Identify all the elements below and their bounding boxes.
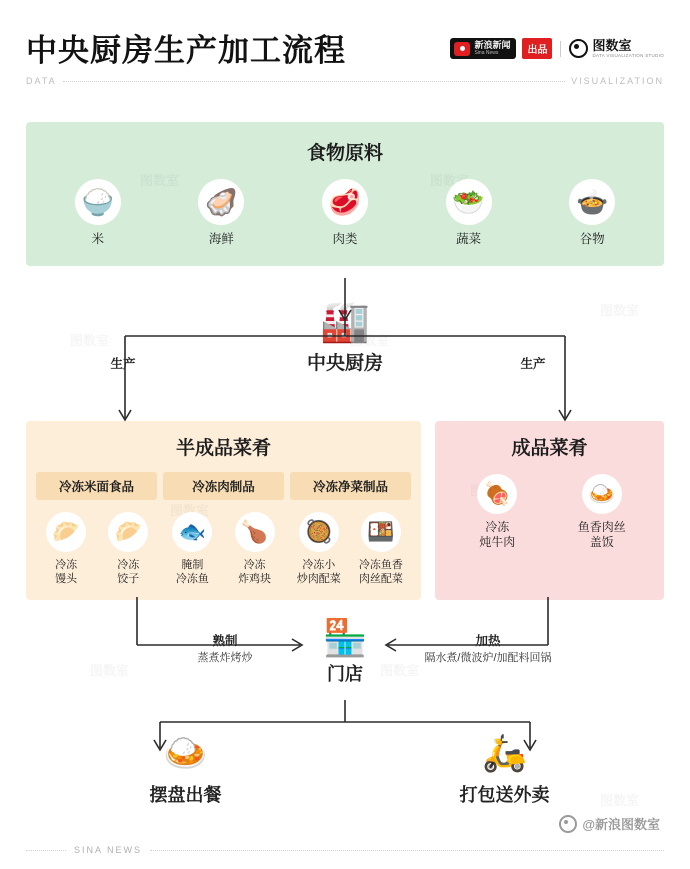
watermark-circle-icon <box>559 815 577 833</box>
edge-label-title: 熟制 <box>212 634 238 648</box>
list-item-label <box>162 558 222 587</box>
raw-materials-block <box>26 122 664 266</box>
output-label: 摆盘出餐 <box>149 785 222 805</box>
edge-label-detail: 隔水煮/微波炉/加配料回锅 <box>424 651 552 664</box>
outputs-row <box>26 732 664 807</box>
output-plating <box>26 732 345 807</box>
dotted-divider <box>63 81 565 82</box>
list-item <box>52 179 144 248</box>
category-frozen-rice-noodle: 冷冻米面食品 <box>36 472 157 500</box>
yuxiang-pork-icon: 🍱 <box>361 512 401 552</box>
sina-eye-icon <box>454 42 470 56</box>
yuxiang-rice-icon: 🍛 <box>582 474 622 514</box>
list-item <box>423 179 515 248</box>
list-item <box>175 179 267 248</box>
list-item <box>36 512 96 587</box>
label-line2: 盖饭 <box>589 535 614 550</box>
finished-title: 成品菜肴 <box>511 437 588 459</box>
list-item-label: 海鲜 <box>208 232 234 246</box>
list-item-label: 肉类 <box>332 232 358 246</box>
store-label: 门店 <box>327 664 363 684</box>
tushuo-logo-en: DATA VISUALIZATION STUDIO <box>592 52 664 58</box>
label-line1: 冷冻 <box>55 558 78 571</box>
subtitle-row <box>26 76 664 86</box>
list-item <box>289 512 349 587</box>
edge-label-title: 加热 <box>475 634 501 648</box>
storefront-icon: 🏪 <box>322 617 368 658</box>
sina-logo-cn: 新浪新闻 <box>474 40 511 50</box>
label-line1: 冷冻 <box>485 519 510 534</box>
label-line2: 炒肉配菜 <box>296 572 341 585</box>
rice-icon: 🍚 <box>75 179 121 225</box>
products-row <box>26 421 664 601</box>
finished-block <box>435 421 664 601</box>
semi-finished-categories <box>36 472 411 500</box>
tushuo-logo <box>569 39 664 59</box>
delivery-scooter-icon: 🛵 <box>482 732 527 773</box>
plating-icon: 🍛 <box>163 732 208 773</box>
visualization-tag: VISUALIZATION <box>571 76 664 87</box>
watermark-text: @新浪图数室 <box>582 817 660 832</box>
list-item-label: 米 <box>91 232 105 246</box>
central-kitchen-label: 中央厨房 <box>306 352 383 374</box>
list-item-label: 蔬菜 <box>456 232 482 246</box>
semi-group-meat <box>162 512 284 587</box>
edge-label-text: 生产 <box>520 357 546 371</box>
label-line2: 饺子 <box>117 572 140 585</box>
edge-label-detail: 蒸煮炸烤炒 <box>197 651 253 664</box>
output-delivery <box>345 732 664 807</box>
label-line2: 炸鸡块 <box>238 572 272 585</box>
semi-group-rice-noodle <box>36 512 158 587</box>
steamed-bun-icon: 🥟 <box>46 512 86 552</box>
stewed-beef-icon: 🍖 <box>477 474 517 514</box>
raw-materials-title: 食物原料 <box>306 143 383 164</box>
list-item-label <box>36 558 96 587</box>
dumpling-icon: 🥟 <box>108 512 148 552</box>
sina-watermark <box>559 814 660 833</box>
list-item <box>546 179 638 248</box>
vegetables-icon: 🥗 <box>446 179 492 225</box>
output-label: 打包送外卖 <box>459 785 550 805</box>
brand-bar <box>450 38 664 59</box>
label-line1: 冷冻 <box>117 558 140 571</box>
list-item-label <box>467 520 527 551</box>
label-line1: 冷冻 <box>243 558 266 571</box>
list-item-label <box>98 558 158 587</box>
list-item <box>467 474 527 551</box>
category-frozen-meat: 冷冻肉制品 <box>163 472 284 500</box>
tushuo-logo-cn: 图数室 <box>592 37 632 53</box>
store-node <box>0 617 690 686</box>
label-line1: 腌制 <box>181 558 204 571</box>
edge-label-produce-right <box>518 356 548 374</box>
brand-divider <box>560 41 561 57</box>
list-item <box>98 512 158 587</box>
list-item <box>162 512 222 587</box>
page-title: 中央厨房生产加工流程 <box>26 33 346 68</box>
finished-items <box>445 474 654 551</box>
chupin-badge: 出品 <box>522 38 552 59</box>
list-item-label <box>289 558 349 587</box>
seafood-icon: 🦪 <box>198 179 244 225</box>
semi-group-vegetable <box>289 512 411 587</box>
list-item <box>225 512 285 587</box>
category-frozen-vegetable: 冷冻净菜制品 <box>290 472 411 500</box>
edge-label-produce-left <box>108 356 138 374</box>
page-footer <box>26 845 664 855</box>
footer-divider-right <box>150 850 664 851</box>
label-line2: 肉丝配菜 <box>358 572 403 585</box>
semi-finished-block <box>26 421 421 601</box>
list-item <box>572 474 632 551</box>
semi-finished-items <box>36 512 411 587</box>
list-item <box>299 179 391 248</box>
list-item-label: 谷物 <box>579 232 605 246</box>
label-line2: 馒头 <box>55 572 78 585</box>
list-item <box>351 512 411 587</box>
fried-chicken-icon: 🍗 <box>235 512 275 552</box>
factory-icon: 🏭 <box>320 299 370 344</box>
list-item-label <box>572 520 632 551</box>
raw-materials-list <box>36 179 654 248</box>
meat-icon: 🥩 <box>322 179 368 225</box>
grain-icon: 🍲 <box>569 179 615 225</box>
sina-news-logo <box>450 38 516 59</box>
footer-text: SINA NEWS <box>74 845 143 855</box>
stirfry-pork-icon: 🥘 <box>299 512 339 552</box>
label-line1: 冷冻鱼香 <box>358 558 403 571</box>
list-item-label <box>351 558 411 587</box>
footer-divider-left <box>26 850 66 851</box>
label-line2: 炖牛肉 <box>479 535 516 550</box>
label-line1: 冷冻小 <box>302 558 336 571</box>
label-line2: 冷冻鱼 <box>175 572 209 585</box>
semi-finished-title: 半成品菜肴 <box>175 437 271 459</box>
sina-logo-en: Sina News <box>474 50 499 56</box>
label-line1: 鱼香肉丝 <box>577 519 626 534</box>
edge-label-text: 生产 <box>110 357 136 371</box>
tushuo-circle-icon <box>569 39 588 58</box>
page-header <box>26 0 664 96</box>
data-tag: DATA <box>26 76 57 87</box>
list-item-label <box>225 558 285 587</box>
frozen-fish-icon: 🐟 <box>172 512 212 552</box>
